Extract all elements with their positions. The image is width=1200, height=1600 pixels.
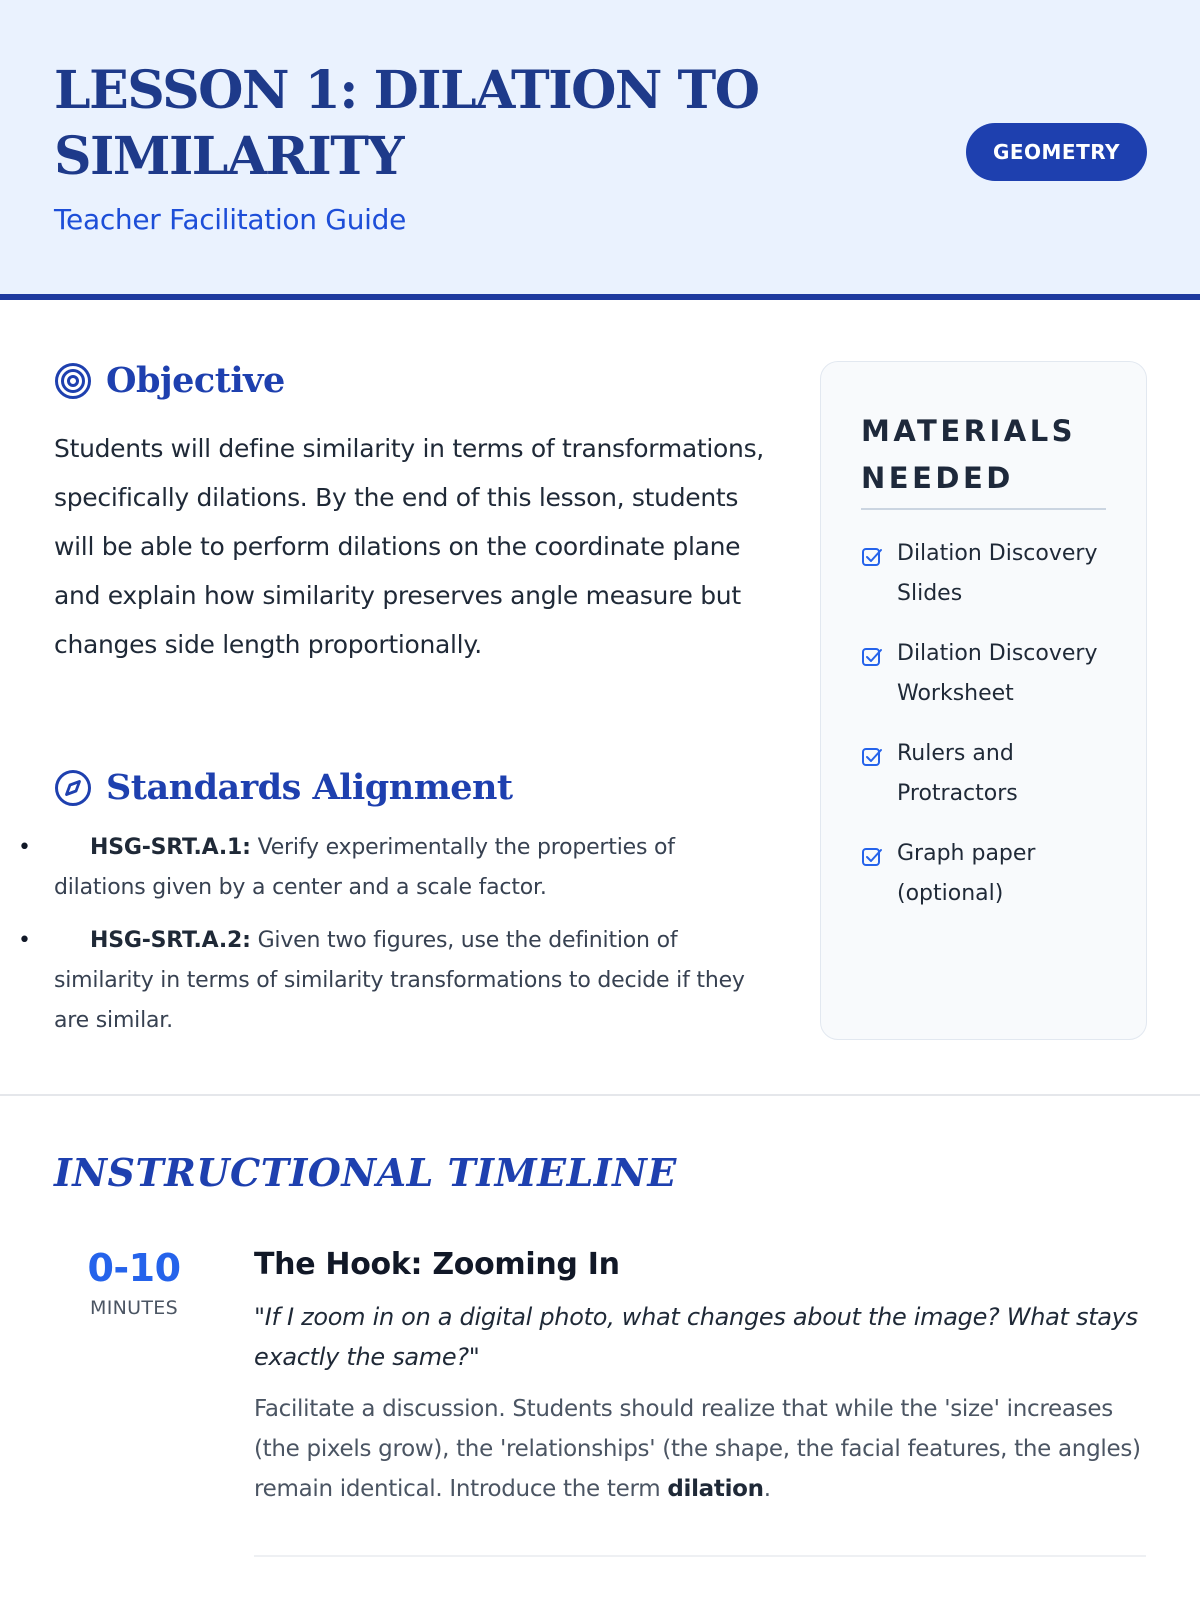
subject-badge: GEOMETRY: [966, 123, 1147, 181]
objective-text: Students will define similarity in terms of transformations, specifically dilations. By the end of this lesson, students will be able to perform dilations on the coordinate plane and explain how similarity preserves angle measure but changes side length proportionally.: [54, 434, 764, 659]
materials-divider: [861, 508, 1106, 510]
step-time-range: 0-10: [87, 1246, 181, 1290]
material-item: [861, 834, 1121, 914]
materials-card: [820, 361, 1147, 1040]
step-key-term: dilation: [667, 1476, 764, 1502]
material-item: [861, 634, 1121, 714]
material-item: [861, 734, 1121, 814]
checkbox-icon: [861, 842, 885, 882]
page-subtitle: Teacher Facilitation Guide: [54, 203, 407, 236]
materials-list: [861, 534, 1121, 934]
standard-code: HSG-SRT.A.1:: [90, 835, 251, 860]
step-time: [54, 1245, 214, 1319]
standards-heading: [54, 767, 513, 808]
standard-item: [54, 921, 764, 1041]
material-item: [861, 534, 1121, 614]
standard-text: Given two figures, use the definition of similarity in terms of similarity transformations to decide if they are similar.: [54, 928, 745, 1033]
step-quote: "If I zoom in on a digital photo, what changes about the image? What stays exactly the same?": [254, 1303, 1138, 1371]
standards-title: Standards Alignment: [106, 767, 513, 808]
timeline-title: INSTRUCTIONAL TIMELINE: [54, 1150, 677, 1195]
material-label: Dilation Discovery Worksheet: [897, 641, 1098, 706]
step-description-text: Facilitate a discussion. Students should realize that while the 'size' increases (the pixels grow), the 'relationships' (the shape, the facial features, the angles) remain identical. Introduce the term: [254, 1396, 1141, 1502]
standard-text: Verify experimentally the properties of dilations given by a center and a scale factor.: [54, 835, 675, 900]
standard-code: HSG-SRT.A.2:: [90, 928, 251, 953]
standards-list: [54, 828, 764, 1054]
material-label: Dilation Discovery Slides: [897, 541, 1098, 606]
objective-title: Objective: [106, 360, 285, 401]
objective-heading: [54, 360, 285, 401]
material-label: Graph paper (optional): [897, 841, 1036, 906]
checkbox-icon: [861, 742, 885, 782]
page-header: [0, 0, 1200, 300]
target-icon: [54, 362, 92, 400]
step-divider: [254, 1555, 1146, 1557]
timeline-step: [254, 1245, 1146, 1509]
standard-item: [54, 828, 764, 908]
materials-title: MATERIALS NEEDED: [861, 414, 1077, 495]
page-title: LESSON 1: DILATION TO SIMILARITY: [54, 60, 759, 187]
section-divider: [0, 1094, 1200, 1096]
checkbox-icon: [861, 642, 885, 682]
step-time-unit: MINUTES: [90, 1297, 178, 1319]
step-title: The Hook: Zooming In: [254, 1247, 620, 1282]
compass-icon: [54, 769, 92, 807]
step-description-end: .: [763, 1476, 771, 1502]
checkbox-icon: [861, 542, 885, 582]
step-description: [254, 1389, 1146, 1509]
material-label: Rulers and Protractors: [897, 741, 1018, 806]
